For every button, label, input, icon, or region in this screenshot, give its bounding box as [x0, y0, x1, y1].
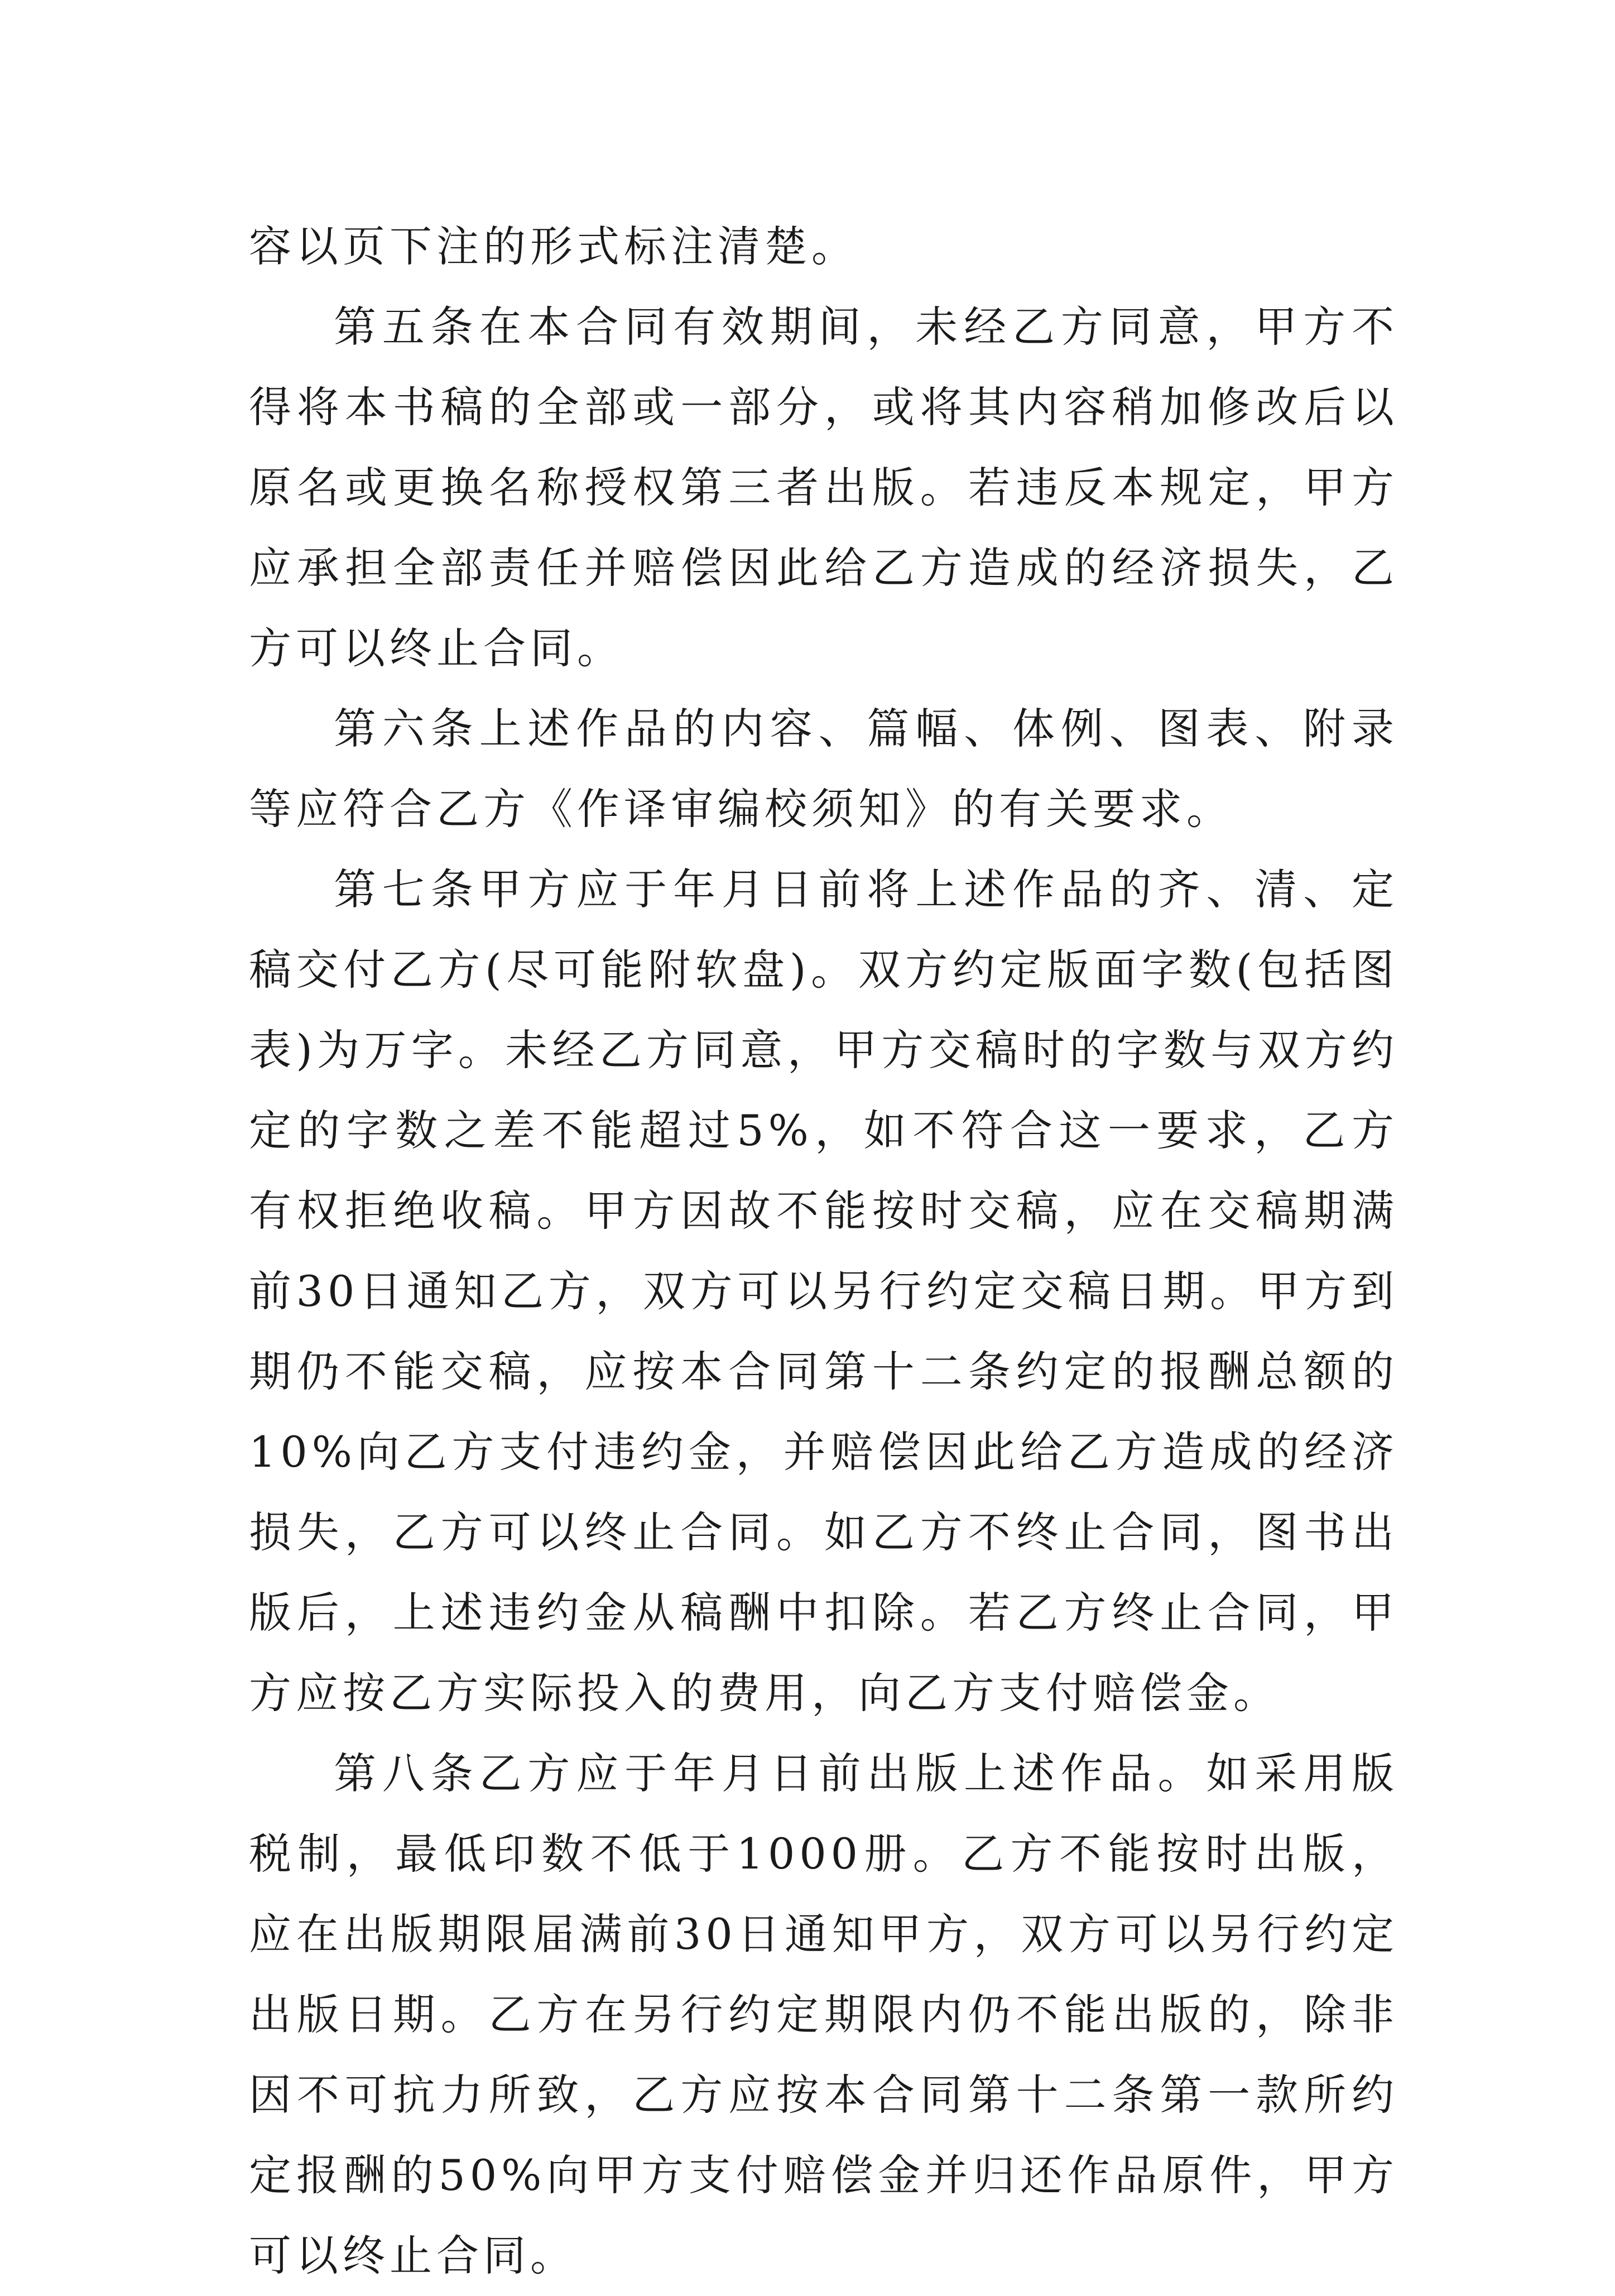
paragraph-continuation: 容以页下注的形式标注清楚。 — [249, 222, 858, 271]
paragraph-article-5: 第五条在本合同有效期间，未经乙方同意，甲方不得将本书稿的全部或一部分，或将其内容稍加修改后以原名或更换名称授权第三者出版。若违反本规定，甲方应承担全部责任并赔偿因此给乙方造成的经济损失，乙方可以终止合同。 — [249, 302, 1398, 673]
document-body — [249, 206, 1398, 2296]
paragraph-article-6: 第六条上述作品的内容、篇幅、体例、图表、附录等应符合乙方《作译审编校须知》的有关要求。 — [249, 704, 1398, 834]
paragraph-article-7: 第七条甲方应于年月日前将上述作品的齐、清、定稿交付乙方(尽可能附软盘)。双方约定版面字数(包括图表)为万字。未经乙方同意，甲方交稿时的字数与双方约定的字数之差不能超过5%，如不符合这一要求，乙方有权拒绝收稿。甲方因故不能按时交稿，应在交稿期满前30日通知乙方，双方可以另行约定交稿日期。甲方到期仍不能交稿，应按本合同第十二条约定的报酬总额的10%向乙方支付违约金，并赔偿因此给乙方造成的经济损失，乙方可以终止合同。如乙方不终止合同，图书出版后，上述违约金从稿酬中扣除。若乙方终止合同，甲方应按乙方实际投入的费用，向乙方支付赔偿金。 — [249, 864, 1398, 1718]
paragraph-article-8: 第八条乙方应于年月日前出版上述作品。如采用版税制，最低印数不低于1000册。乙方不能按时出版，应在出版期限届满前30日通知甲方，双方可以另行约定出版日期。乙方在另行约定期限内仍不能出版的，除非因不可抗力所致，乙方应按本合同第十二条第一款所约定报酬的50%向甲方支付赔偿金并归还作品原件，甲方可以终止合同。 — [249, 1749, 1398, 2280]
